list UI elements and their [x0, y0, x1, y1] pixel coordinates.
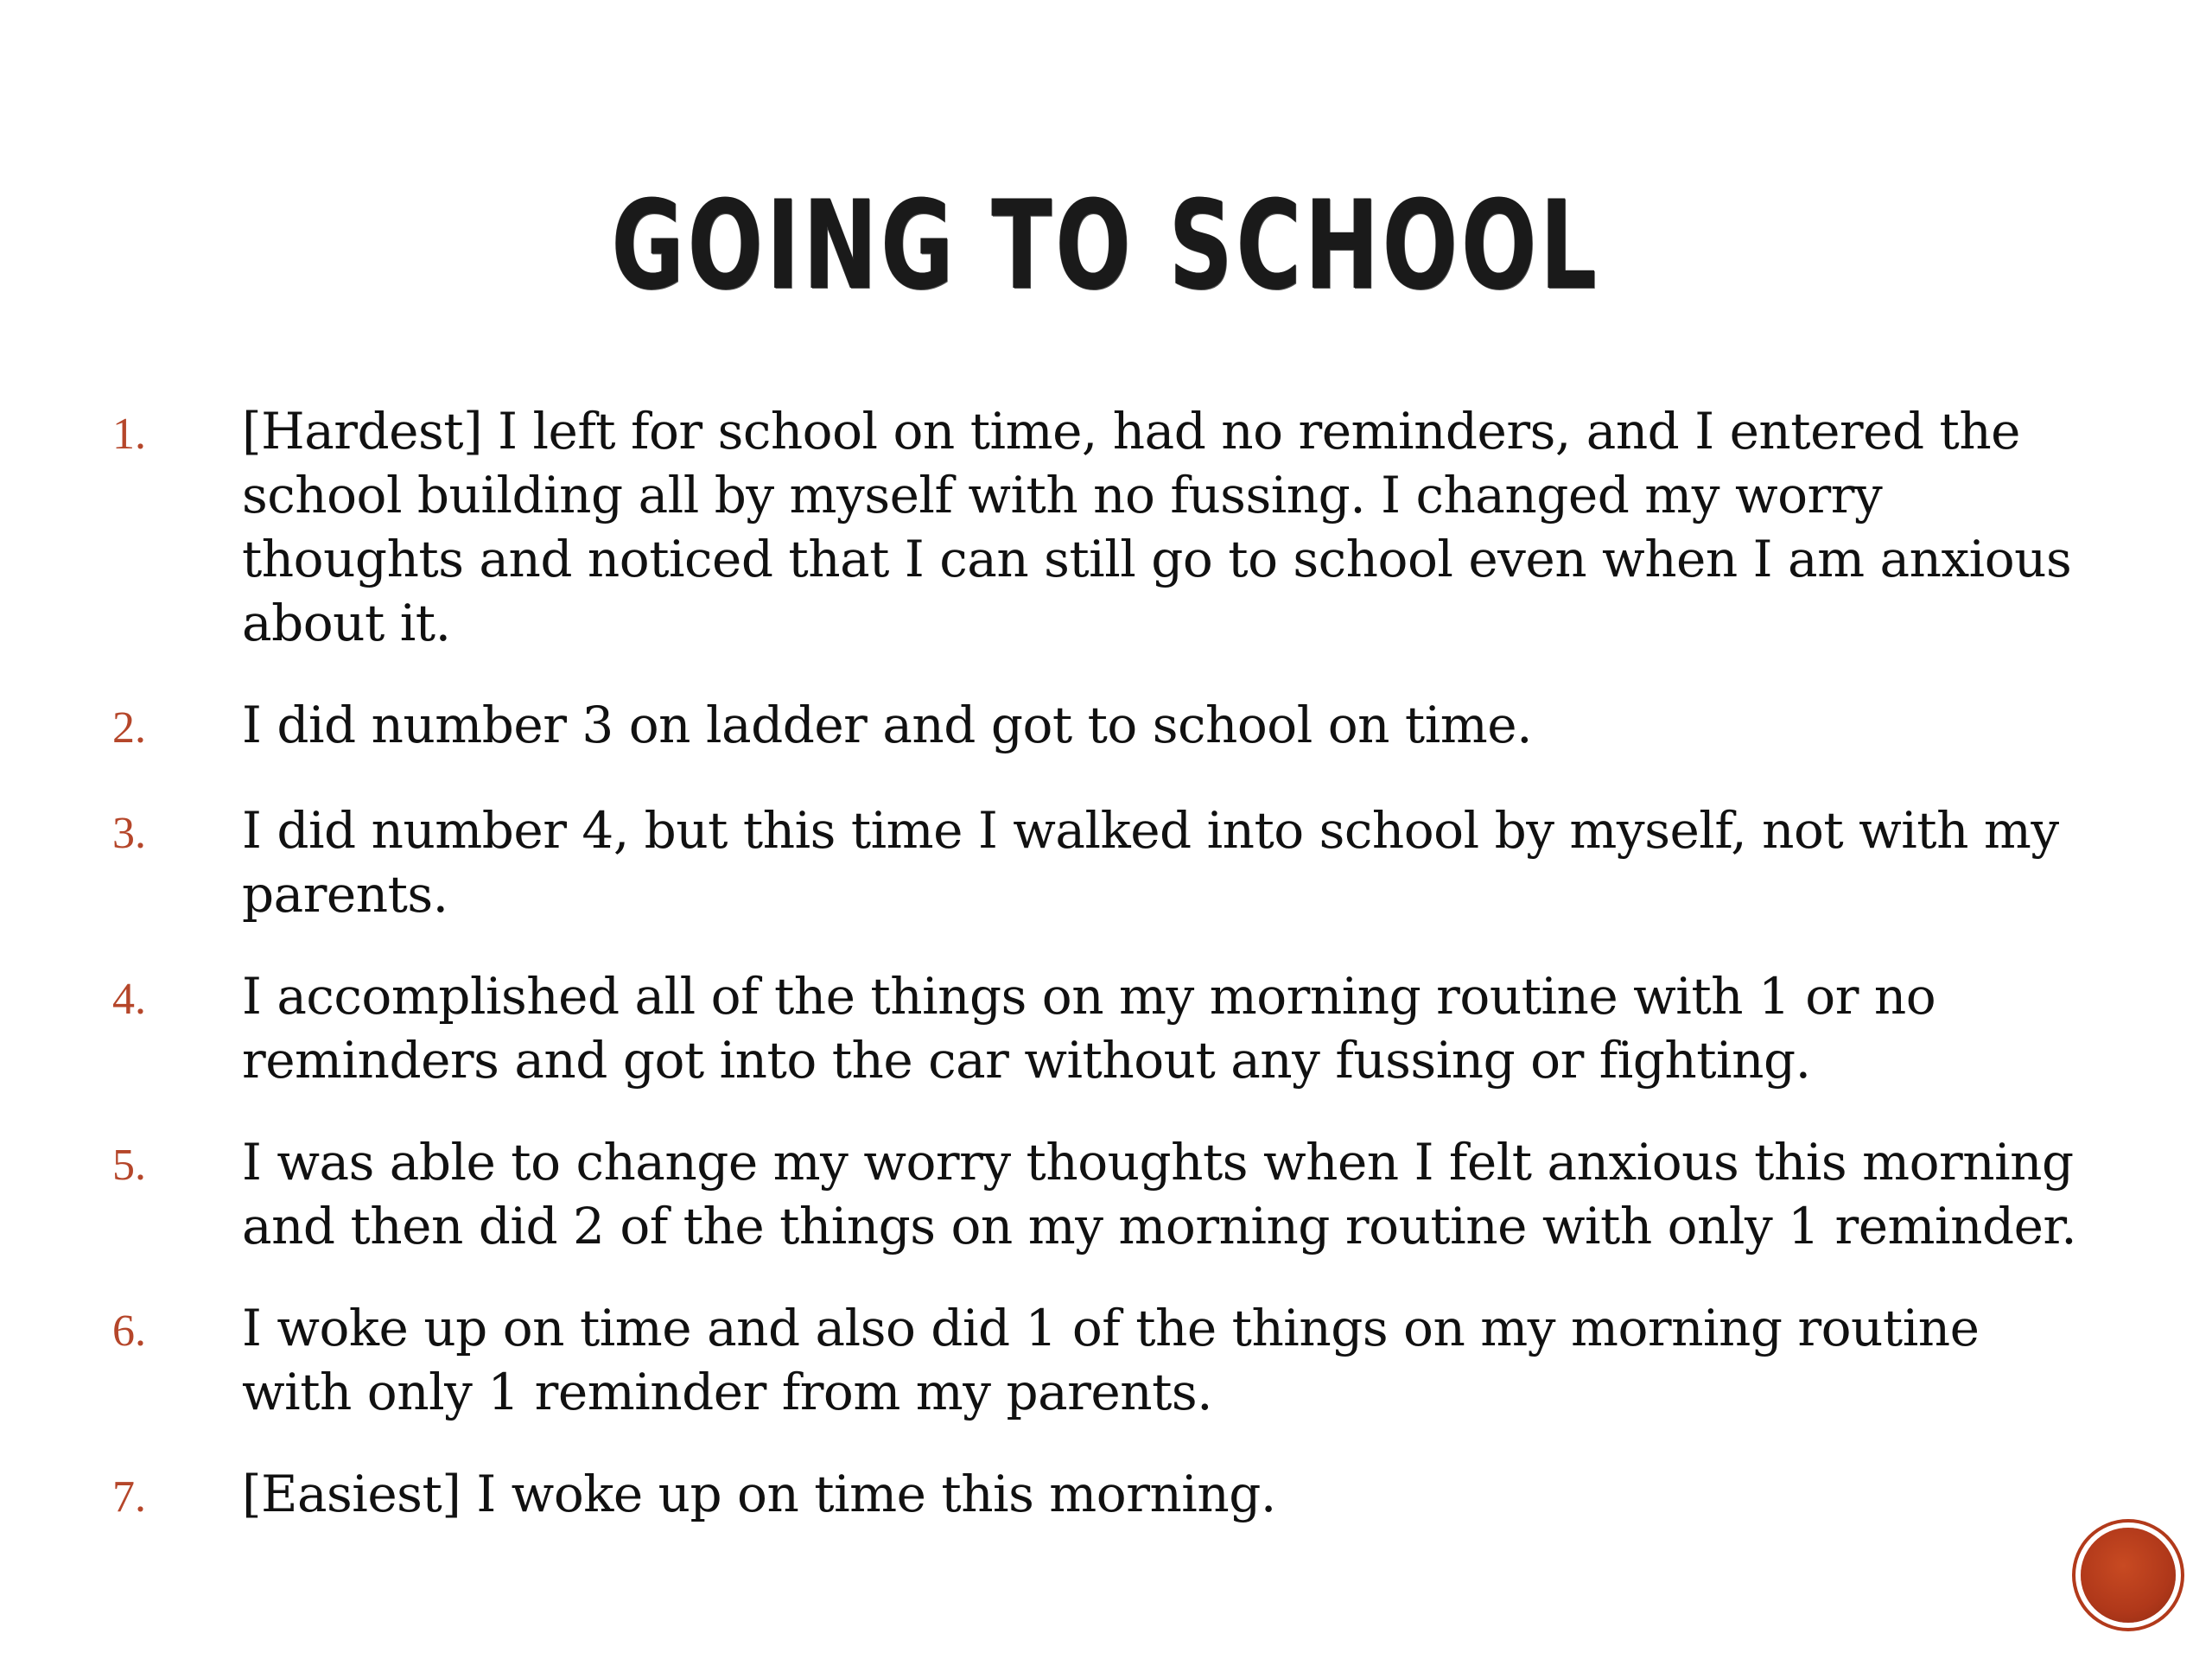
list-item-number: 7.: [112, 1472, 146, 1522]
list-item-text: I did number 3 on ladder and got to school on time.: [242, 696, 1533, 754]
list-item: [112, 1130, 2100, 1258]
list-item-number: 6.: [112, 1306, 146, 1356]
list-item: [112, 693, 2100, 760]
list-item-text: [Hardest] I left for school on time, had no reminders, and I entered the school building all by myself with no fussing. I changed my worry thoughts and noticed that I can still go to school even when I am anxious about it.: [242, 402, 2072, 652]
list-item: [112, 399, 2100, 655]
list-item: [112, 798, 2100, 926]
list-item-text: I accomplished all of the things on my morning routine with 1 or no reminders and got into the car without any fussing or fighting.: [242, 967, 1936, 1090]
list-item-number: 3.: [112, 809, 146, 858]
list-item: [112, 1462, 2100, 1529]
list-item-text: I was able to change my worry thoughts when I felt anxious this morning and then did 2 of the things on my morning routine with only 1 reminder.: [242, 1133, 2077, 1255]
list-item: [112, 964, 2100, 1092]
list-item-number: 2.: [112, 703, 146, 753]
list-item: [112, 1296, 2100, 1424]
list-item-text: I woke up on time and also did 1 of the things on my morning routine with only 1 reminder from my parents.: [242, 1299, 1980, 1421]
list-item-text: I did number 4, but this time I walked into school by myself, not with my parents.: [242, 801, 2059, 924]
list-item-number: 1.: [112, 410, 146, 459]
list-item-text: [Easiest] I woke up on time this morning.: [242, 1465, 1276, 1523]
list-item-number: 4.: [112, 975, 146, 1024]
slide-title: GOING TO SCHOOL: [611, 175, 1601, 317]
slide-nav-circle-icon[interactable]: [2081, 1528, 2176, 1623]
ladder-list: [112, 399, 2100, 1567]
list-item-number: 5.: [112, 1141, 146, 1190]
